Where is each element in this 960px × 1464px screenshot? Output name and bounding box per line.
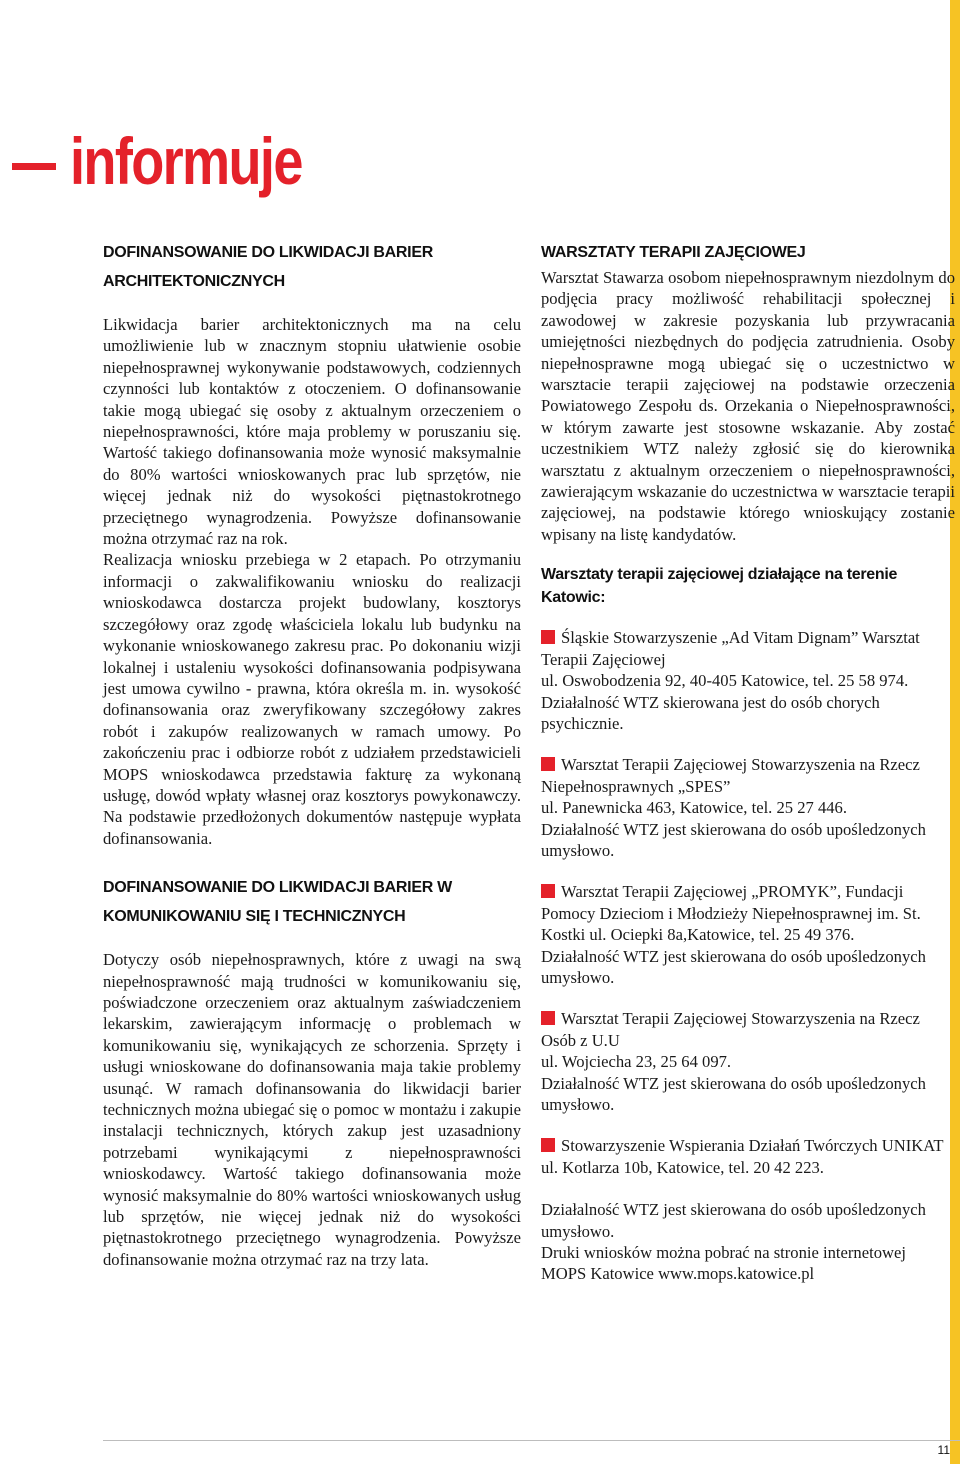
workshop-name: Stowarzyszenie Wspierania Działań Twórczych UNIKAT: [561, 1136, 944, 1156]
paragraph: Likwidacja barier architektonicznych ma na celu umożliwienie lub w znacznym stopniu ułatwienie osobie niepełnosprawnej wykonywanie podstawowych, codziennych czynności lub kontaktów z otoczeniem. O dofinansowanie takie mogą ubiegać się osoby z aktualnym orzeczeniem o niepełnosprawności, które maja problemy w poruszaniu się. Wartość takiego dofinansowania może wynosić maksymalnie do 80% wartości wnioskowanych prac lub sprzętów, nie więcej jednak niż do wysokości piętnastokrotnego przeciętnego wynagrodzenia. Powyższe dofinansowanie można otrzymać raz na rok.: [103, 315, 521, 549]
workshop-info: Działalność WTZ jest skierowana do osób upośledzonych umysłowo.: [541, 819, 926, 860]
footer-divider: [103, 1440, 960, 1441]
paragraph: Realizacja wniosku przebiega w 2 etapach. Po otrzymaniu informacji o zakwalifikowaniu wniosku do realizacji wnioskodawca dostarcza projekt budowlany, kosztorys szczegółowy oraz zgodę właściciela lokalu lub budynku na wykonanie wnioskowanego zakresu prac. Po dokonaniu wizji lokalnej i ustaleniu wysokości dofinansowania podpisywana jest umowa cywilno - prawna, która określa m. in. wysokość dofinansowania oraz zweryfikowany szczegółowy zakres robót i zakupów realizowanych w ramach umowy. Po zakończeniu prac i odbiorze robót z udziałem przedstawicieli MOPS wnioskodawca przedstawia fakturę za wykonaną usługę, dowód wpłaty własnej oraz kosztorys powykonawczy. Na podstawie przedłożonych dokumentów następuje wypłata dofinansowania.: [103, 550, 521, 848]
workshop-info: Działalność WTZ jest skierowana do osób upośledzonych umysłowo.: [541, 1073, 926, 1114]
workshop-address: ul. Kotlarza 10b, Katowice, tel. 20 42 223.: [541, 1157, 824, 1177]
workshop-info: Działalność WTZ jest skierowana do osób upośledzonych umysłowo.: [541, 1200, 926, 1241]
section-heading-workshops: WARSZTATY TERAPII ZAJĘCIOWEJ: [541, 244, 806, 261]
workshop-name: Warsztat Terapii Zajęciowej „PROMYK”, Fundacji Pomocy Dzieciom i Młodzieży Niepełnosprawnej im. St. Kostki ul. Ociepki 8a,Katowice, tel. 25 49 376.: [541, 882, 921, 945]
workshop-entry: [541, 1135, 955, 1242]
red-square-bullet-icon: [541, 630, 555, 644]
section-heading-communication: DOFINANSOWANIE DO LIKWIDACJI BARIER W KOMUNIKOWANIU SIĘ I TECHNICZNYCH: [103, 879, 452, 926]
workshop-info: Działalność WTZ skierowana jest do osób chorych psychicznie.: [541, 692, 880, 733]
workshop-entry: [541, 754, 955, 861]
workshop-info: Działalność WTZ jest skierowana do osób upośledzonych umysłowo.: [541, 946, 926, 987]
left-column: [103, 238, 521, 1270]
workshop-address: ul. Oswobodzenia 92, 40-405 Katowice, tel. 25 58 974.: [541, 671, 909, 691]
red-square-bullet-icon: [541, 884, 555, 898]
red-square-bullet-icon: [541, 757, 555, 771]
red-square-bullet-icon: [541, 1011, 555, 1025]
page-title: [12, 124, 353, 198]
title-dash: [12, 163, 56, 170]
workshop-name: Śląskie Stowarzyszenie „Ad Vitam Dignam” Warsztat Terapii Zajęciowej: [541, 628, 920, 669]
section-heading-architectural: DOFINANSOWANIE DO LIKWIDACJI BARIER ARCHITEKTONICZNYCH: [103, 244, 433, 290]
paragraph: Dotyczy osób niepełnosprawnych, które z uwagi na swą niepełnosprawność mają trudności w komunikowaniu się, poświadczone orzeczeniem oraz aktualnym zaświadczeniem lekarskim, zawierającym informację o problemach w komunikowaniu się, wynikających ze schorzenia. Sprzęty i usługi wnioskowane do dofinansowania maja takie problemy usunąć. W ramach dofinansowania do likwidacji barier technicznych można ubiegać się o pomoc w montażu i zakupie instalacji technicznych, których zakup jest uzasadniony potrzebami wynikającymi z niepełnosprawności wnioskodawcy. Wartość takiego dofinansowania może wynosić maksymalnie do 80% wartości wnioskowanych usług lub sprzętów, nie więcej jednak niż do wysokości piętnastokrotnego przeciętnego wynagrodzenia. Powyższe dofinansowanie można otrzymać raz na trzy lata.: [103, 950, 521, 1269]
workshop-entry: [541, 627, 955, 734]
workshop-address: ul. Wojciecha 23, 25 64 097.: [541, 1052, 732, 1072]
workshop-entry: [541, 881, 955, 988]
workshop-entry: [541, 1008, 955, 1115]
right-column: [541, 238, 955, 1285]
page-number: 11: [937, 1443, 950, 1457]
workshop-name: Warsztat Terapii Zajęciowej Stowarzyszenia na Rzecz Osób z U.U: [541, 1009, 920, 1050]
title-text: informuje: [70, 124, 302, 198]
workshops-list-heading: Warsztaty terapii zajęciowej działające na terenie Katowic:: [541, 566, 898, 607]
red-square-bullet-icon: [541, 1138, 555, 1152]
workshop-address: ul. Panewnicka 463, Katowice, tel. 25 27 446.: [541, 798, 847, 818]
workshop-name: Warsztat Terapii Zajęciowej Stowarzyszenia na Rzecz Niepełnosprawnych „SPES”: [541, 755, 920, 796]
closing-note: Druki wniosków można pobrać na stronie internetowej MOPS Katowice www.mops.katowice.pl: [541, 1243, 906, 1284]
paragraph: Warsztat Stawarza osobom niepełnosprawnym niezdolnym do podjęcia pracy możliwość rehabilitacji społecznej i zawodowej w zakresie pozyskania lub przywracania umiejętności niezbędnych do podjęcia zatrudnienia. Osoby niepełnosprawne mogą ubiegać się o uczestnictwo w warsztacie terapii zajęciowej na podstawie orzeczenia Powiatowego Zespołu ds. Orzekania o Niepełnosprawności, w którym zawarte jest stosowne wskazanie. Aby zostać uczestnikiem WTZ należy zgłosić się do kierownika warsztatu z aktualnym orzeczeniem o niepełnosprawności, zawierającym wskazanie do uczestnictwa w warsztacie terapii zajęciowej, na podstawie którego wnioskujący zostanie wpisany na listę kandydatów.: [541, 268, 955, 544]
